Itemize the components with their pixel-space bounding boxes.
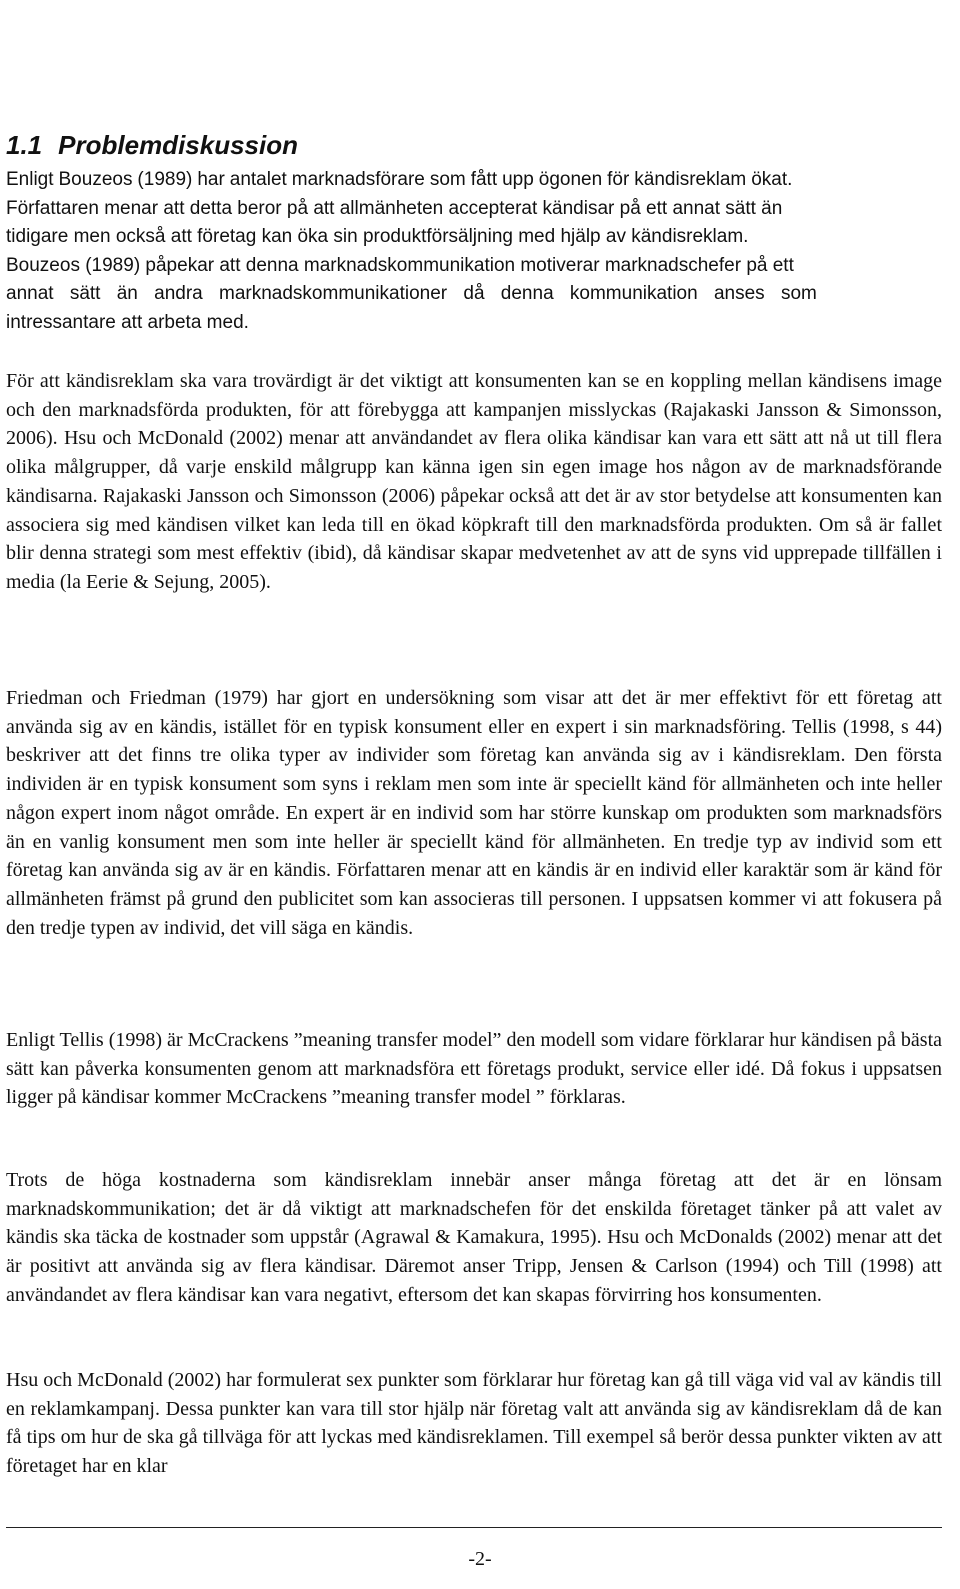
page-number: -2-	[468, 1548, 492, 1570]
intro-line: Bouzeos (1989) påpekar att denna marknadskommunikation motiverar marknadschefer på ett	[6, 254, 794, 276]
body-paragraph: Hsu och McDonald (2002) har formulerat sex punkter som förklarar hur företag kan gå till väga vid val av kändis till en reklamkampanj. Dessa punkter kan vara till stor hjälp när företag valt att använda sig av kändisreklam då de kan få tips om hur de ska gå tillväga för att lyckas med kändisreklamen. Till exempel så berör dessa punkter vikten av att företaget har en klar	[6, 1369, 942, 1478]
body-paragraph: Enligt Tellis (1998) är McCrackens ”meaning transfer model” den modell som vidare förklarar hur kändisen på bästa sätt kan påverka konsumenten genom att marknadsföra ett företags produkt, service eller idé. Då fokus i uppsatsen ligger på kändisar kommer McCrackens ”meaning transfer model ” förklaras.	[6, 1029, 942, 1109]
footer-divider	[6, 1527, 942, 1528]
intro-line: annat sätt än andra marknadskommunikationer då denna kommunikation anses som	[6, 283, 817, 304]
section-number: 1.1	[6, 130, 43, 160]
intro-line: intressantare att arbeta med.	[6, 311, 249, 333]
section-title: Problemdiskussion	[58, 130, 298, 160]
intro-paragraph	[6, 166, 942, 337]
intro-line: Författaren menar att detta beror på att allmänheten accepterat kändisar på ett annat sätt än	[6, 197, 783, 219]
intro-line: Enligt Bouzeos (1989) har antalet marknadsförare som fått upp ögonen för kändisreklam ökat.	[6, 169, 793, 190]
body-paragraph: Friedman och Friedman (1979) har gjort en undersökning som visar att det är mer effektivt för ett företag att använda sig av en kändis, istället för en typisk konsument eller en expert i sin marknadsföring. Tellis (1998, s 44) beskriver att det finns tre olika typer av individer som företag kan använda sig av i kändisreklam. Den första individen är en typisk konsument som syns i reklam men som inte är speciellt känd för allmänheten och inte heller någon expert inom något område. En expert är en individ som har större kunskap om produkten som marknadsförs än en vanlig konsument men som inte heller är speciellt känd för allmänheten. En tredje typ av individ som ett företag kan använda sig av är en kändis. Författaren menar att en kändis är en individ eller karaktär som är känd för allmänheten främst på grund den publicitet som kan associeras till personen. I uppsatsen kommer vi att fokusera på den tredje typen av individ, det vill säga en kändis.	[6, 687, 942, 939]
body-paragraph: Trots de höga kostnaderna som kändisreklam innebär anser många företag att det är en lönsam marknadskommunikation; det är då viktigt att marknadschefen för det enskilda företaget tänker på att valet av kändis ska täcka de kostnader som uppstår (Agrawal & Kamakura, 1995). Hsu och McDonalds (2002) menar att det är positivt att använda sig av flera kändisar. Däremot anser Tripp, Jensen & Carlson (1994) och Till (1998) att användandet av flera kändisar kan vara negativt, eftersom det kan skapas förvirring hos konsumenten.	[6, 1169, 942, 1306]
intro-line: tidigare men också att företag kan öka sin produktförsäljning med hjälp av kändisreklam.	[6, 226, 749, 247]
section-heading	[6, 128, 298, 162]
body-paragraph: För att kändisreklam ska vara trovärdigt är det viktigt att konsumenten kan se en koppling mellan kändisens image och den marknadsförda produkten, för att förebygga att kampanjen misslyckas (Rajakaski Jansson & Simonsson, 2006). Hsu och McDonald (2002) menar att användandet av flera olika kändisar kan vara ett sätt att nå ut till flera olika målgrupper, då varje enskild målgrupp kan känna igen sin egen image hos någon av de marknadsförande kändisarna. Rajakaski Jansson och Simonsson (2006) påpekar också att det är av stor betydelse att konsumenten kan associera sig med kändisen vilket kan leda till en ökad köpkraft till den marknadsförda produkten. Om så är fallet blir denna strategi som mest effektiv (ibid), då kändisar skapar medvetenhet av att de syns vid upprepade tillfällen i media (la Eerie & Sejung, 2005).	[6, 370, 942, 593]
